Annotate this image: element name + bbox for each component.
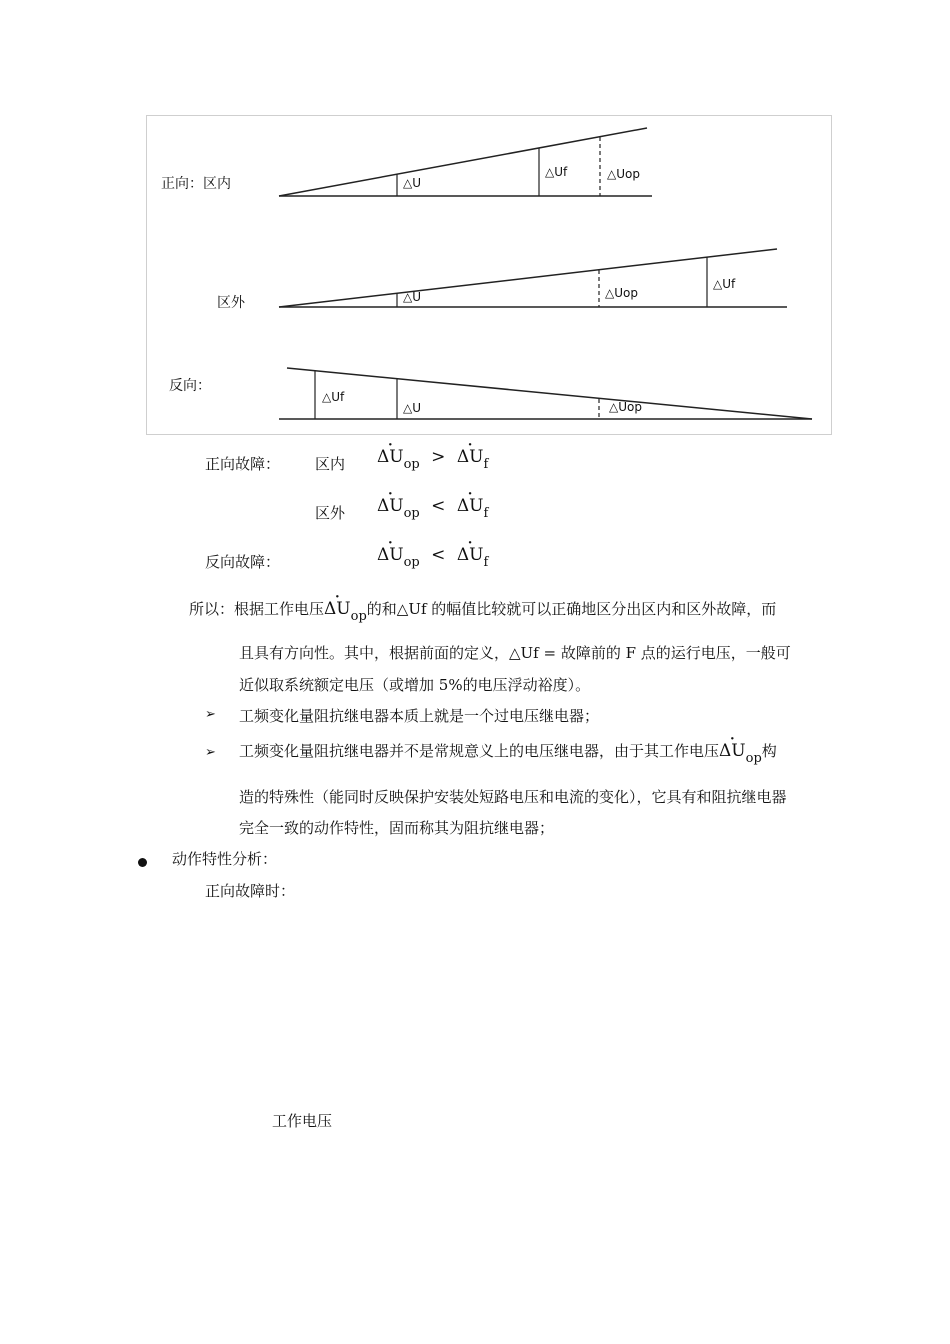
reverse-fault-label: 反向故障： <box>205 553 281 571</box>
external-label: 区外 <box>315 504 346 522</box>
arrow-bullet-icon: ➢ <box>205 745 216 760</box>
row2-segment-uop: △Uop <box>605 286 638 300</box>
conclusion-line-3: 近似取系统额定电压（或增加 5%的电压浮动裕度）。 <box>239 676 591 694</box>
section-bullet-dot <box>138 853 147 871</box>
voltage-diagram-svg <box>147 116 831 434</box>
row1-label: 正向：区内 <box>161 176 231 192</box>
row2-segment-uf: △Uf <box>713 277 736 291</box>
row1-slope <box>279 128 647 196</box>
section-subtitle: 正向故障时： <box>205 882 296 900</box>
bullet-item-2-line-2: 造的特殊性（能同时反映保护安装处短路电压和电流的变化），它具有和阻抗继电器 <box>239 788 787 806</box>
conclusion-line-2: 且具有方向性。其中，根据前面的定义，△Uf = 故障前的 F 点的运行电压，一般可 <box>239 644 791 662</box>
row2-label: 区外 <box>217 295 245 311</box>
section-title: 动作特性分析： <box>172 850 278 868</box>
arrow-bullet-icon: ➢ <box>205 707 216 722</box>
figure-caption-working-voltage: 工作电压 <box>272 1112 333 1130</box>
row1-segment-uop: △Uop <box>607 167 640 181</box>
row1-segment-u: △U <box>403 176 422 190</box>
bullet-item-2-line-3: 完全一致的动作特性，固而称其为阻抗继电器； <box>239 819 555 837</box>
forward-fault-label: 正向故障： <box>205 455 281 473</box>
condition-internal-formula: · $\Delta U_{op}$ > · $\Delta U_f$ <box>377 447 488 472</box>
condition-external-formula: · $\Delta U_{op}$ < · $\Delta U_f$ <box>377 496 488 521</box>
row2-segment-u: △U <box>403 290 422 304</box>
row3-label: 反向： <box>169 378 211 394</box>
row3-segment-u: △U <box>403 401 422 415</box>
row2-slope <box>279 249 777 307</box>
row3-slope <box>287 368 812 419</box>
row3-segment-uop: △Uop <box>609 400 642 414</box>
conclusion-line-1: 所以：根据工作电压· $\Delta U_{op}$的和△Uf 的幅值比较就可以正确地区分出区内和区外故障，而 <box>189 598 776 624</box>
internal-label: 区内 <box>315 455 346 473</box>
voltage-distribution-figure <box>146 115 832 435</box>
bullet-item-2-line-1: 工频变化量阻抗继电器并不是常规意义上的电压继电器，由于其工作电压· $\Delta U_{op}$构 <box>239 740 777 766</box>
condition-reverse-formula: · $\Delta U_{op}$ < · $\Delta U_f$ <box>377 545 488 570</box>
row3-segment-uf: △Uf <box>322 390 345 404</box>
bullet-item-1: 工频变化量阻抗继电器本质上就是一个过电压继电器； <box>239 707 600 725</box>
row1-segment-uf: △Uf <box>545 165 568 179</box>
